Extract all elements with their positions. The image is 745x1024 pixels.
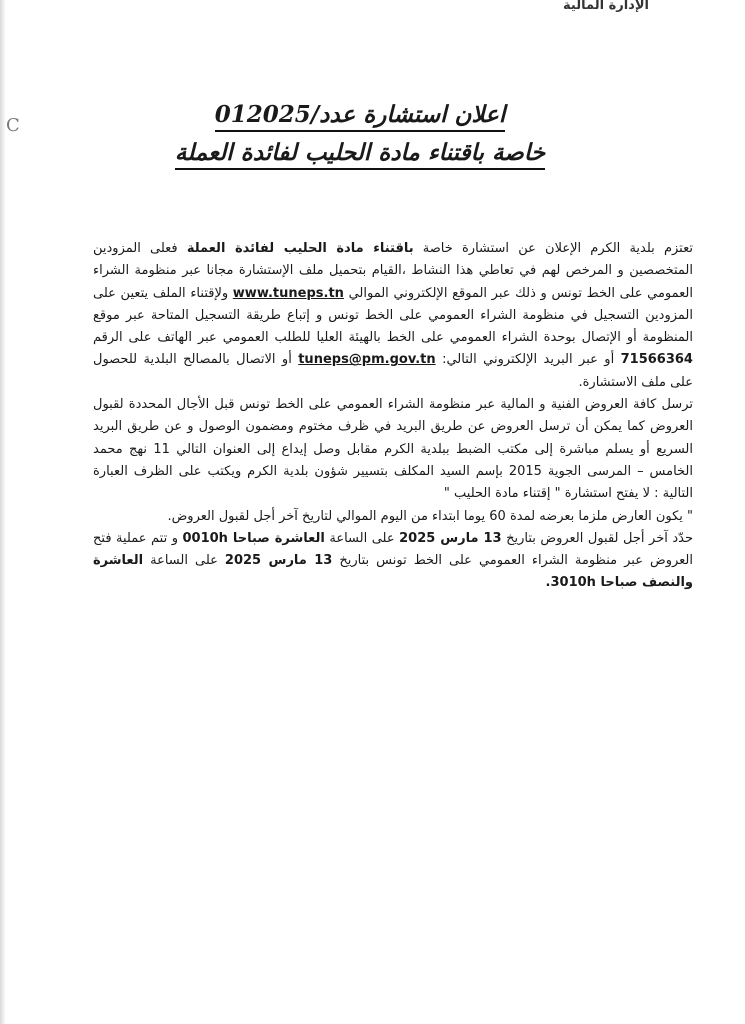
p4-text-1: حدّد آخر أجل لقبول العروض بتاريخ bbox=[501, 530, 693, 546]
p4-text-3: و تتم عملية فتح العروض عبر منظومة الشراء العمومي على الخط تونس بتاريخ bbox=[93, 530, 693, 569]
p1-text-5: أو الاتصال بالمصالح البلدية للحصول على ملف الاستشارة. bbox=[93, 352, 693, 390]
announcement-body bbox=[93, 238, 693, 595]
opening-date: 13 مارس 2025 bbox=[224, 553, 333, 569]
p1-text-2: فعلى المزودين المتخصصين و المرخص لهم في تعاطي هذا النشاط ،القيام بتحميل ملف الإستشارة مجانا عبر منظومة الشراء العمومي على الخط تونس و ذلك عبر الموقع الإلكتروني الموالي bbox=[93, 241, 693, 301]
paragraph-registration bbox=[93, 238, 693, 394]
title-line-2: خاصة باقتناء مادة الحليب لفائدة العملة bbox=[175, 138, 545, 170]
paragraph-deadline bbox=[93, 528, 693, 595]
deadline-time: العاشرة صباحا 0010h bbox=[182, 530, 325, 546]
paragraph-validity: " يكون العارض ملزما بعرضه لمدة 60 يوما ابتداء من اليوم الموالي لتاريخ آخر أجل لقبول العروض. bbox=[167, 508, 693, 524]
announcement-title bbox=[150, 100, 570, 176]
email-link[interactable]: tuneps@pm.gov.tn bbox=[298, 352, 436, 368]
p1-text-3: ولإقتناء الملف يتعين على المزودين التسجيل في منظومة الشراء العمومي على الخط تونس و إتباع طريقة التسجيل المتاحة عبر موقع المنظومة أو الإتصال بوحدة الشراء العمومي على الخط بالهيئة العليا للطلب العمومي عبر الهاتف على الرقم bbox=[93, 285, 693, 346]
paragraph-submission: ترسل كافة العروض الفنية و المالية عبر منظومة الشراء العمومي على الخط تونس قبل الأجال المحددة لقبول العروض كما يمكن أن ترسل العروض عن طريق البريد في ظرف مختوم ومضمون الوصول و عن طريق البريد السريع أو يسلم مباشرة إلى مكتب الضبط ببلدية الكرم مقابل وصل إيداع إلى العنوان التالي 11 نهج محمد الخامس – المرسى الجوية 2015 بإسم السيد المكلف بتسيير شؤون بلدية الكرم ويكتب على الظرف العبارة التالية : لا يفتح استشارة " إقتناء مادة الحليب " bbox=[93, 397, 694, 502]
deadline-date: 13 مارس 2025 bbox=[399, 530, 502, 546]
p1-text-1: تعتزم بلدية الكرم الإعلان عن استشارة خاصة bbox=[413, 241, 693, 256]
phone-number: 71566364 bbox=[620, 352, 693, 368]
title-line-1: اعلان استشارة عدد/012025 bbox=[215, 100, 506, 132]
opening-time: العاشرة والنصف صباحا 3010h. bbox=[93, 553, 693, 591]
p1-text-4: أو عبر البريد الإلكتروني التالي: bbox=[435, 352, 621, 368]
margin-pen-mark: C bbox=[6, 115, 20, 136]
p4-text-2: على الساعة bbox=[324, 530, 400, 546]
tuneps-website-link[interactable]: www.tuneps.tn bbox=[232, 285, 344, 301]
p1-subject: باقتناء مادة الحليب لفائدة العملة bbox=[186, 241, 414, 256]
department-header: الإدارة المالية bbox=[563, 0, 649, 13]
p4-text-4: على الساعة bbox=[143, 553, 225, 569]
scan-edge-shadow bbox=[0, 0, 6, 1024]
